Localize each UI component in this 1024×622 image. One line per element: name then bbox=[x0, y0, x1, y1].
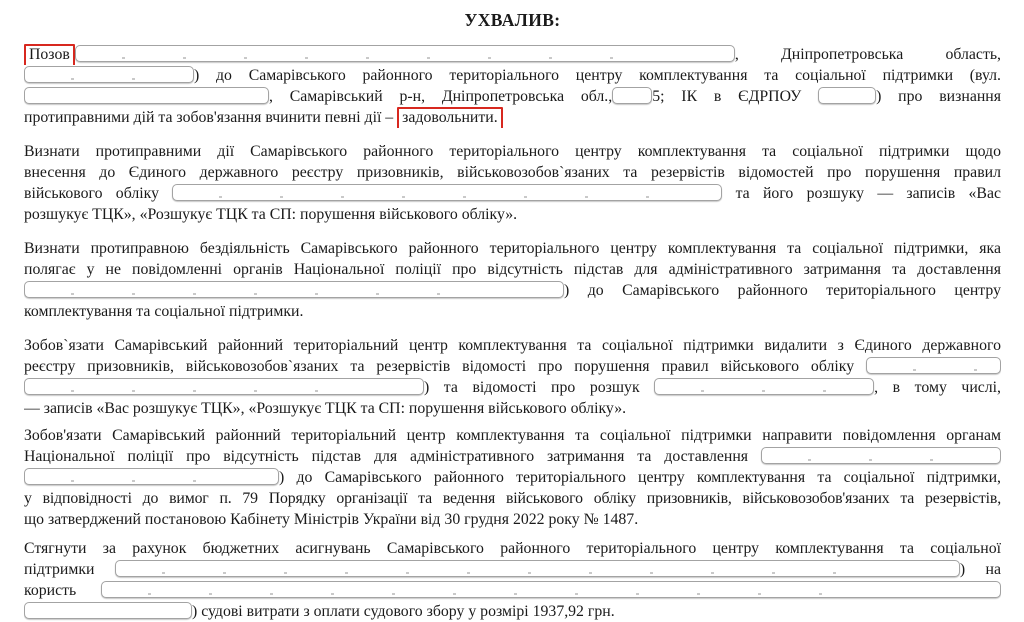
text-segment: 5; ІК в ЄДРПОУ bbox=[652, 88, 802, 105]
text-line bbox=[24, 580, 1001, 601]
text-line bbox=[24, 538, 1001, 559]
text-segment: Зобов'язати Самарівський районний територіальний центр комплектування та соціальної підтримки направити повідомлення органам bbox=[24, 427, 1001, 444]
text-line bbox=[24, 335, 1001, 356]
text-line bbox=[24, 377, 1001, 398]
text-line bbox=[24, 301, 1001, 322]
obligation-delete-records-paragraph bbox=[24, 335, 1001, 419]
court-costs-paragraph bbox=[24, 538, 1001, 622]
text-segment: реєстру призовників, військовозобов`язаних та резервістів відомості про порушення правил військового обліку bbox=[24, 358, 855, 375]
text-segment: Зобов`язати Самарівський районний територіальний центр комплектування та соціальної підтримки видалити з Єдиного державного bbox=[24, 337, 1001, 354]
text-line bbox=[24, 601, 1001, 622]
redaction-box bbox=[75, 45, 735, 62]
text-segment: Визнати протиправними дії Самарівського районного територіального центру комплектування та соціальної підтримки щодо bbox=[24, 143, 1001, 160]
redaction-box bbox=[866, 357, 1001, 374]
text-line bbox=[24, 356, 1001, 377]
redaction-box bbox=[24, 281, 564, 298]
text-segment: ) судові витрати з оплати судового збору у розмірі 1937,92 грн. bbox=[192, 603, 615, 620]
text-line bbox=[24, 559, 1001, 580]
text-segment: користь bbox=[24, 582, 77, 599]
text-line bbox=[24, 398, 1001, 419]
text-segment: ) на bbox=[959, 561, 1001, 578]
text-line bbox=[24, 204, 1001, 225]
redaction-box bbox=[115, 560, 960, 577]
text-segment: , Самарівський р-н, Дніпропетровська обл., bbox=[269, 88, 613, 105]
redaction-box bbox=[101, 581, 1001, 598]
text-segment: що затверджений постановою Кабінету Міністрів України від 30 грудня 2022 року № 1487. bbox=[24, 511, 639, 528]
redaction-box bbox=[654, 378, 874, 395]
text-line bbox=[24, 86, 1001, 107]
redaction-box bbox=[612, 87, 652, 104]
text-segment: комплектування та соціальної підтримки. bbox=[24, 303, 304, 320]
text-segment: , в тому числі, bbox=[874, 379, 1001, 396]
text-segment: розшукує ТЦК», «Розшукує ТЦК та СП: порушення військового обліку». bbox=[24, 206, 518, 223]
redaction-box bbox=[24, 602, 192, 619]
text-segment: у відповідності до вимог п. 79 Порядку організації та ведення військового обліку призовників, військовозобов'язаних та резервістів, bbox=[24, 490, 1001, 507]
redaction-box bbox=[172, 184, 722, 201]
text-segment: ) про визнання bbox=[876, 88, 1001, 105]
highlight-box-pozov: Позов bbox=[24, 44, 75, 65]
claim-intro-paragraph bbox=[24, 44, 1001, 128]
text-segment: Визнати протиправною бездіяльність Самарівського районного територіального центру комплектування та соціальної підтримки, яка bbox=[24, 240, 1001, 257]
text-line bbox=[24, 107, 1001, 128]
text-line bbox=[24, 44, 1001, 65]
text-line bbox=[24, 467, 1001, 488]
text-segment: військового обліку bbox=[24, 185, 159, 202]
text-segment: ) та відомості про розшук bbox=[424, 379, 640, 396]
text-segment: ) до Самарівського районного територіального центру bbox=[564, 282, 1001, 299]
highlight-box-zadovolnyty: задовольнити. bbox=[397, 107, 503, 128]
text-segment: , Дніпропетровська область, bbox=[734, 46, 1001, 63]
text-segment: — записів «Вас розшукує ТЦК», «Розшукує ТЦК та СП: порушення військового обліку». bbox=[24, 400, 627, 417]
resolution-heading: УХВАЛИВ: bbox=[464, 10, 561, 30]
text-line bbox=[24, 280, 1001, 301]
redaction-box bbox=[24, 378, 424, 395]
text-segment: Стягнути за рахунок бюджетних асигнувань Самарівського районного територіального центру комплектування та соціальної bbox=[24, 540, 1001, 557]
text-segment: полягає у не повідомленні органів Національної поліції про відсутність підстав для адміністративного затримання та доставлення bbox=[24, 261, 1001, 278]
redaction-box bbox=[24, 66, 194, 83]
text-line bbox=[24, 183, 1001, 204]
text-segment: Національної поліції про відсутність підстав для адміністративного затримання та доставлення bbox=[24, 448, 749, 465]
text-line bbox=[24, 162, 1001, 183]
declare-inaction-unlawful-paragraph bbox=[24, 238, 1001, 322]
text-segment: внесення до Єдиного державного реєстру призовників, військовозобов`язаних та резервістів відомостей про порушення правил bbox=[24, 164, 1001, 181]
redaction-box bbox=[761, 447, 1001, 464]
text-line bbox=[24, 141, 1001, 162]
declare-actions-unlawful-paragraph bbox=[24, 141, 1001, 225]
text-segment: протиправними дій та зобов'язання вчинити певні дії – bbox=[24, 109, 394, 126]
redaction-box bbox=[818, 87, 876, 104]
redaction-box bbox=[24, 468, 279, 485]
text-segment: ) до Самарівського районного територіального центру комплектування та соціальної підтримки, bbox=[279, 469, 1001, 486]
text-segment: та його розшуку — записів «Вас bbox=[735, 185, 1001, 202]
text-line bbox=[24, 65, 1001, 86]
text-line bbox=[24, 509, 1001, 530]
text-line bbox=[24, 425, 1001, 446]
text-line bbox=[24, 238, 1001, 259]
text-segment: ) до Самарівського районного територіального центру комплектування та соціальної підтримки (вул. bbox=[194, 67, 1001, 84]
obligation-notify-police-paragraph bbox=[24, 425, 1001, 530]
text-line bbox=[24, 446, 1001, 467]
text-segment: підтримки bbox=[24, 561, 95, 578]
redaction-box bbox=[24, 87, 269, 104]
text-line bbox=[24, 259, 1001, 280]
text-line bbox=[24, 488, 1001, 509]
